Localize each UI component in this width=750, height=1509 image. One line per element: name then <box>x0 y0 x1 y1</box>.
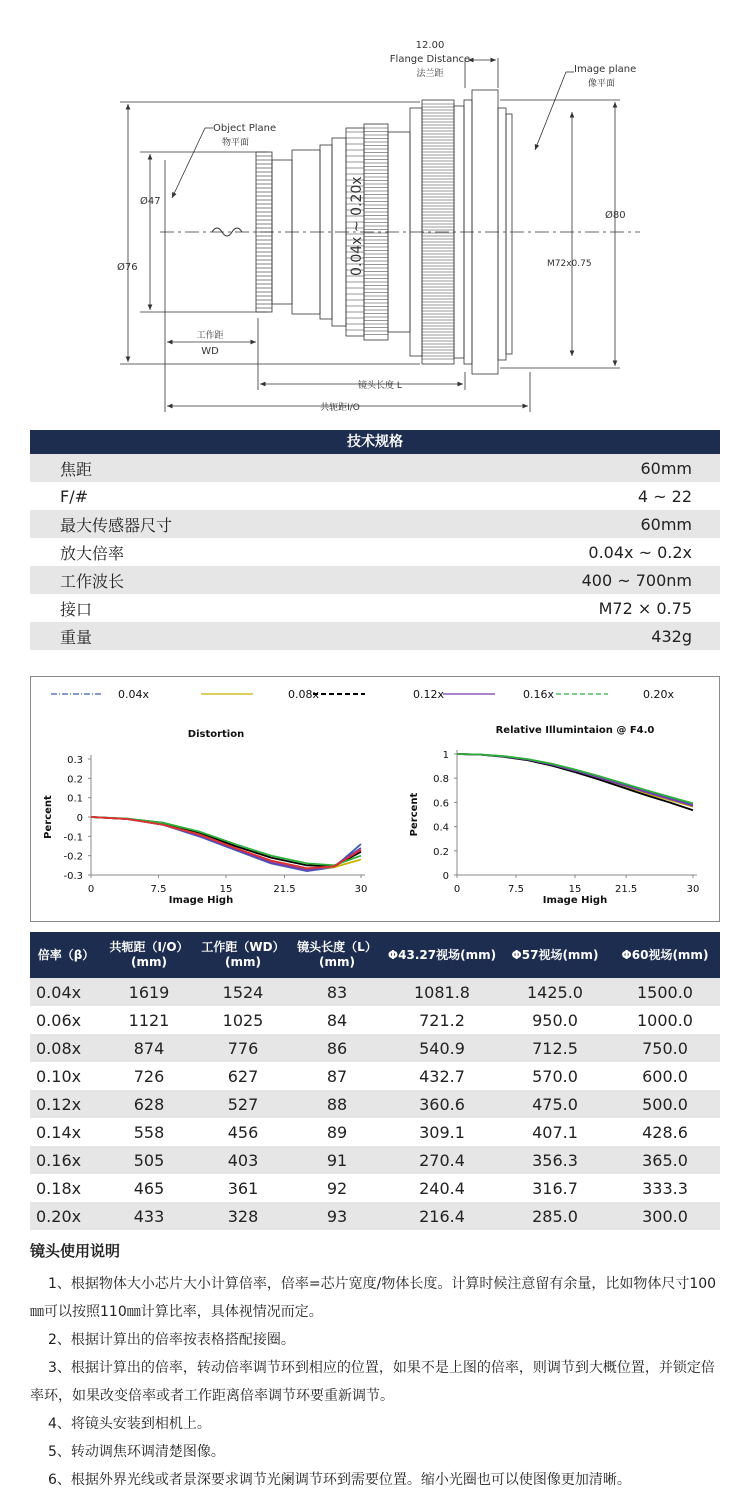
spec-row <box>30 566 720 594</box>
mag-table-cell: 1619 <box>102 978 196 1006</box>
mag-table-cell: 89 <box>290 1118 384 1146</box>
mag-table-cell: 93 <box>290 1202 384 1230</box>
spec-table-title: 技术规格 <box>30 430 720 454</box>
mag-table-cell: 0.14x <box>30 1118 102 1146</box>
spec-value: M72 × 0.75 <box>598 598 692 618</box>
mag-table-cell: 1121 <box>102 1006 196 1034</box>
dia-76-label: Ø76 <box>117 262 138 273</box>
mag-table-cell: 83 <box>290 978 384 1006</box>
mag-table-cell: 505 <box>102 1146 196 1174</box>
mag-table-header <box>610 932 720 978</box>
mag-table-header-text: 工作距（WD） <box>201 940 285 954</box>
chart-y-tick-label: -0.1 <box>63 832 83 844</box>
io-distance-label: 共轭距I/O <box>320 403 360 413</box>
wd-label-en: WD <box>201 346 219 357</box>
spec-row <box>30 538 720 566</box>
mag-table-cell: 475.0 <box>500 1090 610 1118</box>
mag-table-row <box>30 1146 720 1174</box>
mag-table-cell: 874 <box>102 1034 196 1062</box>
mag-table-cell: 0.06x <box>30 1006 102 1034</box>
mag-table-cell: 88 <box>290 1090 384 1118</box>
flange-label-en: Flange Distance <box>389 54 471 65</box>
mag-table-cell: 0.12x <box>30 1090 102 1118</box>
mag-table-cell: 0.04x <box>30 978 102 1006</box>
mag-table-cell: 84 <box>290 1006 384 1034</box>
spec-label: 最大传感器尺寸 <box>60 515 173 535</box>
magnification-table <box>30 932 720 1230</box>
mag-table-header-text: 镜头长度（L） <box>297 940 377 954</box>
chart-y-tick-label: 0.8 <box>433 774 449 786</box>
magnification-marking: 0.04x ~ 0.20x <box>349 176 365 276</box>
spec-row <box>30 594 720 622</box>
mag-table-cell: 0.20x <box>30 1202 102 1230</box>
chart-y-axis-label: Percent <box>43 795 54 839</box>
lens-dimension-drawing <box>0 0 750 425</box>
optical-charts-svg <box>31 677 719 921</box>
mag-table-cell: 92 <box>290 1174 384 1202</box>
chart-y-tick-label: 0 <box>76 813 83 824</box>
usage-instructions-title: 镜头使用说明 <box>30 1242 121 1260</box>
usage-step: 6、根据外界光线或者景深要求调节光阑调节环到需要位置。缩小光圈也可以使图像更加清晰。 <box>48 1472 631 1488</box>
image-plane-label-en: Image plane <box>574 64 637 75</box>
mag-table-row <box>30 1118 720 1146</box>
lens-length-label: 镜头长度 L <box>358 381 402 391</box>
mag-table-header <box>384 932 500 978</box>
spec-label: 焦距 <box>60 459 93 479</box>
mag-table-cell: 91 <box>290 1146 384 1174</box>
chart-x-tick-label: 21.5 <box>615 884 638 895</box>
chart-x-tick-label: 21.5 <box>273 884 296 895</box>
spec-value: 60mm <box>640 514 692 534</box>
mag-table-cell: 0.18x <box>30 1174 102 1202</box>
chart-series-line <box>91 817 361 870</box>
chart-series-line <box>457 754 693 810</box>
image-plane-label-cn: 像平面 <box>588 79 616 89</box>
chart-y-tick-label: 0.2 <box>433 846 449 858</box>
chart-x-tick-label: 0 <box>453 884 461 895</box>
chart-x-tick-label: 7.5 <box>508 884 524 895</box>
mag-table-cell: 1000.0 <box>610 1006 720 1034</box>
chart-x-tick-label: 30 <box>354 884 368 895</box>
mag-table-cell: 361 <box>196 1174 290 1202</box>
chart-y-tick-label: 0.2 <box>67 774 83 786</box>
spec-value: 60mm <box>640 458 692 478</box>
mag-table-cell: 950.0 <box>500 1006 610 1034</box>
spec-label: F/# <box>60 486 88 506</box>
spec-value: 432g <box>651 626 692 646</box>
dia-80-label: Ø80 <box>605 210 626 221</box>
mag-table-cell: 558 <box>102 1118 196 1146</box>
mag-table-header-text: (mm) <box>225 955 261 969</box>
chart-y-tick-label: -0.3 <box>63 871 83 882</box>
chart-series-line <box>91 817 361 865</box>
mag-table-cell: 1425.0 <box>500 978 610 1006</box>
mag-table-cell: 432.7 <box>384 1062 500 1090</box>
mag-table-cell: 712.5 <box>500 1034 610 1062</box>
chart-y-tick-label: 0.1 <box>67 793 83 805</box>
mag-table-cell: 360.6 <box>384 1090 500 1118</box>
chart-x-axis-label: Image High <box>542 895 608 906</box>
mag-table-row <box>30 1034 720 1062</box>
spec-table <box>30 430 720 650</box>
mag-table-cell: 356.3 <box>500 1146 610 1174</box>
chart-title: Relative Illumintaion @ F4.0 <box>495 725 655 736</box>
mag-table-header-text: (mm) <box>131 955 167 969</box>
dia-47-label: Ø47 <box>140 196 161 207</box>
chart-x-tick-label: 7.5 <box>150 884 167 895</box>
mag-table-header-text: 共轭距（I/O） <box>109 940 189 954</box>
mag-table-header <box>500 932 610 978</box>
mag-table-header-text: 倍率（β） <box>37 947 95 962</box>
mag-table-cell: 270.4 <box>384 1146 500 1174</box>
mag-table-cell: 0.16x <box>30 1146 102 1174</box>
mag-table-cell: 433 <box>102 1202 196 1230</box>
mag-table-cell: 500.0 <box>610 1090 720 1118</box>
mag-table-cell: 403 <box>196 1146 290 1174</box>
spec-label: 接口 <box>60 599 93 619</box>
spec-label: 重量 <box>60 627 93 647</box>
mag-table-cell: 0.10x <box>30 1062 102 1090</box>
chart-y-tick-label: 0.6 <box>433 798 449 810</box>
flange-value: 12.00 <box>415 40 445 51</box>
mag-table-cell: 776 <box>196 1034 290 1062</box>
mag-table-header-text: Φ57视场(mm) <box>511 947 599 962</box>
usage-step: 1、根据物体大小芯片大小计算倍率，倍率=芯片宽度/物体长度。计算时候注意留有余量，比如物体尺寸100㎜可以按照110㎜计算比率，具体视情况而定。 <box>30 1276 717 1320</box>
mag-table-row <box>30 1174 720 1202</box>
mag-table-cell: 87 <box>290 1062 384 1090</box>
mag-table-cell: 627 <box>196 1062 290 1090</box>
mag-table-row <box>30 978 720 1006</box>
usage-step: 2、根据计算出的倍率按表格搭配接圈。 <box>48 1332 295 1348</box>
mag-table-cell: 428.6 <box>610 1118 720 1146</box>
spec-row <box>30 510 720 538</box>
chart-title: Distortion <box>187 729 245 740</box>
mag-table-row <box>30 1202 720 1230</box>
spec-row <box>30 454 720 482</box>
usage-step: 3、根据计算出的倍率，转动倍率调节环到相应的位置，如果不是上图的倍率，则调节到大概位置，并锁定倍率环，如果改变倍率或者工作距离倍率调节环要重新调节。 <box>30 1360 715 1404</box>
mag-table-header <box>196 932 290 978</box>
legend-label: 0.04x <box>118 688 150 701</box>
object-plane-label-en: Object Plane <box>213 123 277 134</box>
legend-label: 0.20x <box>643 688 675 701</box>
thread-label: M72x0.75 <box>547 259 592 269</box>
legend-label: 0.08x <box>288 688 320 701</box>
mag-table-cell: 628 <box>102 1090 196 1118</box>
chart-y-tick-label: -0.2 <box>63 851 83 863</box>
spec-label: 放大倍率 <box>60 543 125 563</box>
mag-table-cell: 365.0 <box>610 1146 720 1174</box>
mag-table-cell: 570.0 <box>500 1062 610 1090</box>
spec-value: 4 ~ 22 <box>637 486 692 506</box>
mag-table-cell: 285.0 <box>500 1202 610 1230</box>
chart-x-axis-label: Image High <box>168 895 234 906</box>
spec-value: 400 ~ 700nm <box>581 570 692 590</box>
mag-table-cell: 316.7 <box>500 1174 610 1202</box>
mag-table-header-text: (mm) <box>319 955 355 969</box>
chart-y-tick-label: 1 <box>442 750 449 761</box>
usage-step: 5、转动调焦环调清楚图像。 <box>48 1444 225 1460</box>
mag-table-cell: 456 <box>196 1118 290 1146</box>
mag-table-header <box>290 932 384 978</box>
mag-table-cell: 540.9 <box>384 1034 500 1062</box>
chart-y-axis-label: Percent <box>409 792 420 837</box>
mag-table-cell: 407.1 <box>500 1118 610 1146</box>
mag-table-cell: 1081.8 <box>384 978 500 1006</box>
mag-table-cell: 300.0 <box>610 1202 720 1230</box>
legend-label: 0.12x <box>413 688 445 701</box>
mag-table-cell: 721.2 <box>384 1006 500 1034</box>
mag-table-cell: 240.4 <box>384 1174 500 1202</box>
chart-y-tick-label: 0.3 <box>67 755 83 766</box>
chart-y-tick-label: 0.4 <box>433 822 449 834</box>
mag-table-cell: 1524 <box>196 978 290 1006</box>
chart-x-tick-label: 30 <box>686 884 700 895</box>
mag-table-row <box>30 1006 720 1034</box>
chart-x-tick-label: 15 <box>568 884 582 895</box>
chart-y-tick-label: 0 <box>442 871 449 882</box>
chart-x-tick-label: 0 <box>87 884 95 895</box>
spec-label: 工作波长 <box>60 571 125 591</box>
spec-row <box>30 622 720 650</box>
mag-table-cell: 750.0 <box>610 1034 720 1062</box>
mag-table-cell: 309.1 <box>384 1118 500 1146</box>
mag-table-cell: 333.3 <box>610 1174 720 1202</box>
mag-table-cell: 86 <box>290 1034 384 1062</box>
mag-table-row <box>30 1062 720 1090</box>
wd-label-cn: 工作距 <box>196 331 224 341</box>
mag-table-cell: 527 <box>196 1090 290 1118</box>
mag-table-cell: 726 <box>102 1062 196 1090</box>
mag-table-header-text: Φ43.27视场(mm) <box>387 947 497 962</box>
spec-value: 0.04x ~ 0.2x <box>588 542 692 562</box>
mag-table-header <box>102 932 196 978</box>
mag-table-cell: 465 <box>102 1174 196 1202</box>
mag-table-cell: 600.0 <box>610 1062 720 1090</box>
mag-table-row <box>30 1090 720 1118</box>
mag-table-cell: 1500.0 <box>610 978 720 1006</box>
flange-label-cn: 法兰距 <box>416 69 444 79</box>
mag-table-cell: 1025 <box>196 1006 290 1034</box>
usage-instructions <box>30 1240 722 1494</box>
spec-row <box>30 482 720 510</box>
mag-table-header <box>30 932 102 978</box>
mag-table-header-text: Φ60视场(mm) <box>621 947 709 962</box>
optical-charts-panel <box>30 676 720 922</box>
chart-x-tick-label: 15 <box>219 884 233 895</box>
mag-table-cell: 0.08x <box>30 1034 102 1062</box>
mag-table-cell: 328 <box>196 1202 290 1230</box>
legend-label: 0.16x <box>523 688 555 701</box>
mag-table-cell: 216.4 <box>384 1202 500 1230</box>
usage-step: 4、将镜头安装到相机上。 <box>48 1416 211 1432</box>
object-plane-label-cn: 物平面 <box>222 138 250 148</box>
